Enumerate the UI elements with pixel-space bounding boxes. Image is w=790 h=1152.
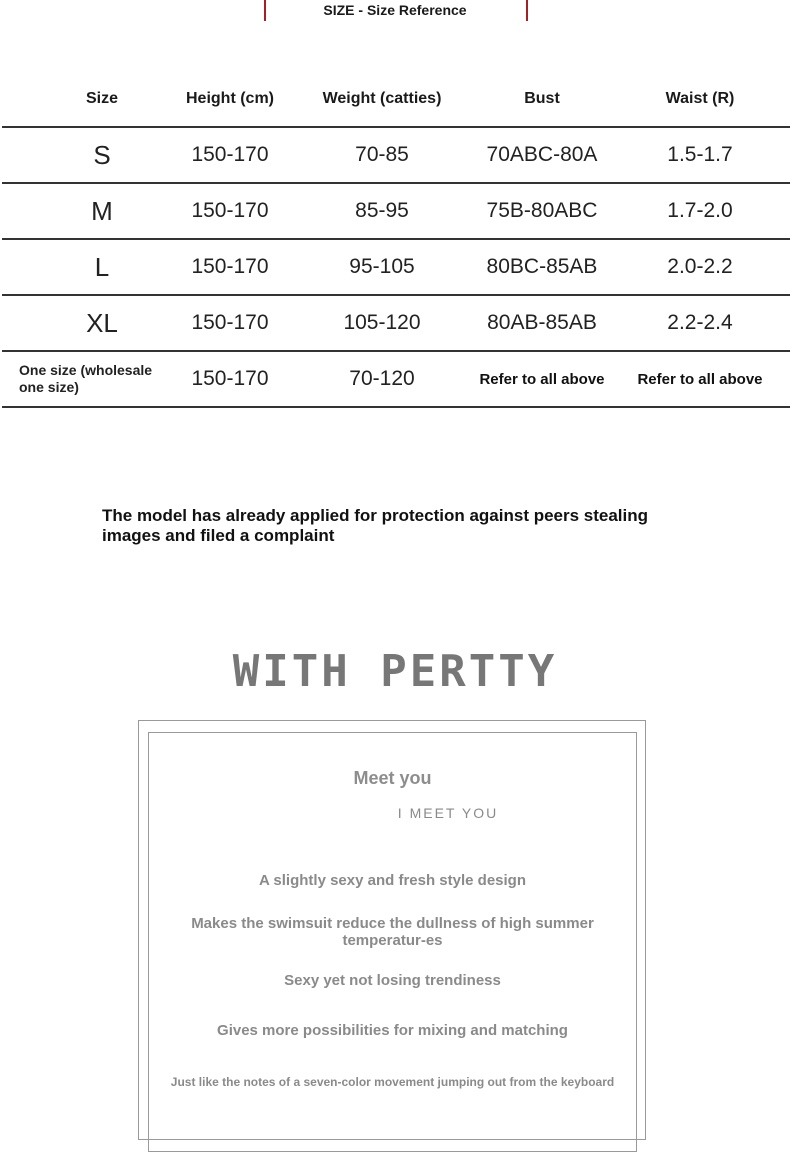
bust-cell: 75B-80ABC: [486, 199, 598, 222]
table-row: [2, 352, 790, 408]
table-row: [2, 296, 790, 352]
card-line: Makes the swimsuit reduce the dullness of high summer temperatur-es: [191, 915, 594, 949]
size-cell: One size (wholesale one size): [19, 362, 153, 395]
size-cell: XL: [86, 307, 118, 338]
table-row: [2, 184, 790, 240]
column-header-weight: Weight (catties): [322, 90, 442, 107]
column-header-bust: Bust: [524, 90, 560, 107]
size-cell: M: [91, 195, 113, 226]
protection-notice: The model has already applied for protection against peers stealing images and filed a complaint: [102, 506, 649, 545]
bust-cell: Refer to all above: [479, 370, 605, 388]
card-line: A slightly sexy and fresh style design: [258, 872, 527, 889]
height-cell: 150-170: [191, 255, 269, 278]
card-line: Just like the notes of a seven-color movement jumping out from the keyboard: [170, 1075, 615, 1089]
waist-cell: Refer to all above: [637, 370, 763, 388]
section-header: [0, 0, 790, 22]
weight-cell: 70-85: [355, 143, 409, 166]
weight-cell: 70-120: [349, 367, 415, 390]
height-cell: 150-170: [191, 199, 269, 222]
bust-cell: 80AB-85AB: [487, 311, 597, 334]
waist-cell: 1.7-2.0: [667, 199, 733, 222]
header-bar-right: [526, 0, 528, 21]
card-line: Sexy yet not losing trendiness: [284, 972, 501, 989]
size-table: [2, 72, 790, 408]
waist-cell: 2.2-2.4: [667, 311, 733, 334]
bust-cell: 80BC-85AB: [486, 255, 598, 278]
brand-title: WITH PERTTY: [232, 646, 558, 697]
table-row: [2, 240, 790, 296]
card-line: Gives more possibilities for mixing and matching: [217, 1022, 568, 1039]
table-row: [2, 128, 790, 184]
column-header-height: Height (cm): [186, 90, 274, 107]
column-header-size: Size: [85, 90, 118, 107]
card-subheading: I MEET YOU: [397, 805, 499, 821]
height-cell: 150-170: [191, 311, 269, 334]
height-cell: 150-170: [191, 143, 269, 166]
bust-cell: 70ABC-80A: [486, 143, 598, 166]
height-cell: 150-170: [191, 367, 269, 390]
table-header-row: [2, 72, 790, 128]
section-title: SIZE - Size Reference: [323, 2, 467, 18]
waist-cell: 1.5-1.7: [667, 143, 733, 166]
size-cell: S: [93, 139, 111, 170]
weight-cell: 95-105: [349, 255, 415, 278]
waist-cell: 2.0-2.2: [667, 255, 733, 278]
card-heading: Meet you: [353, 768, 432, 788]
size-cell: L: [94, 251, 110, 282]
column-header-waist: Waist (R): [665, 90, 735, 107]
weight-cell: 85-95: [355, 199, 409, 222]
weight-cell: 105-120: [343, 311, 421, 334]
